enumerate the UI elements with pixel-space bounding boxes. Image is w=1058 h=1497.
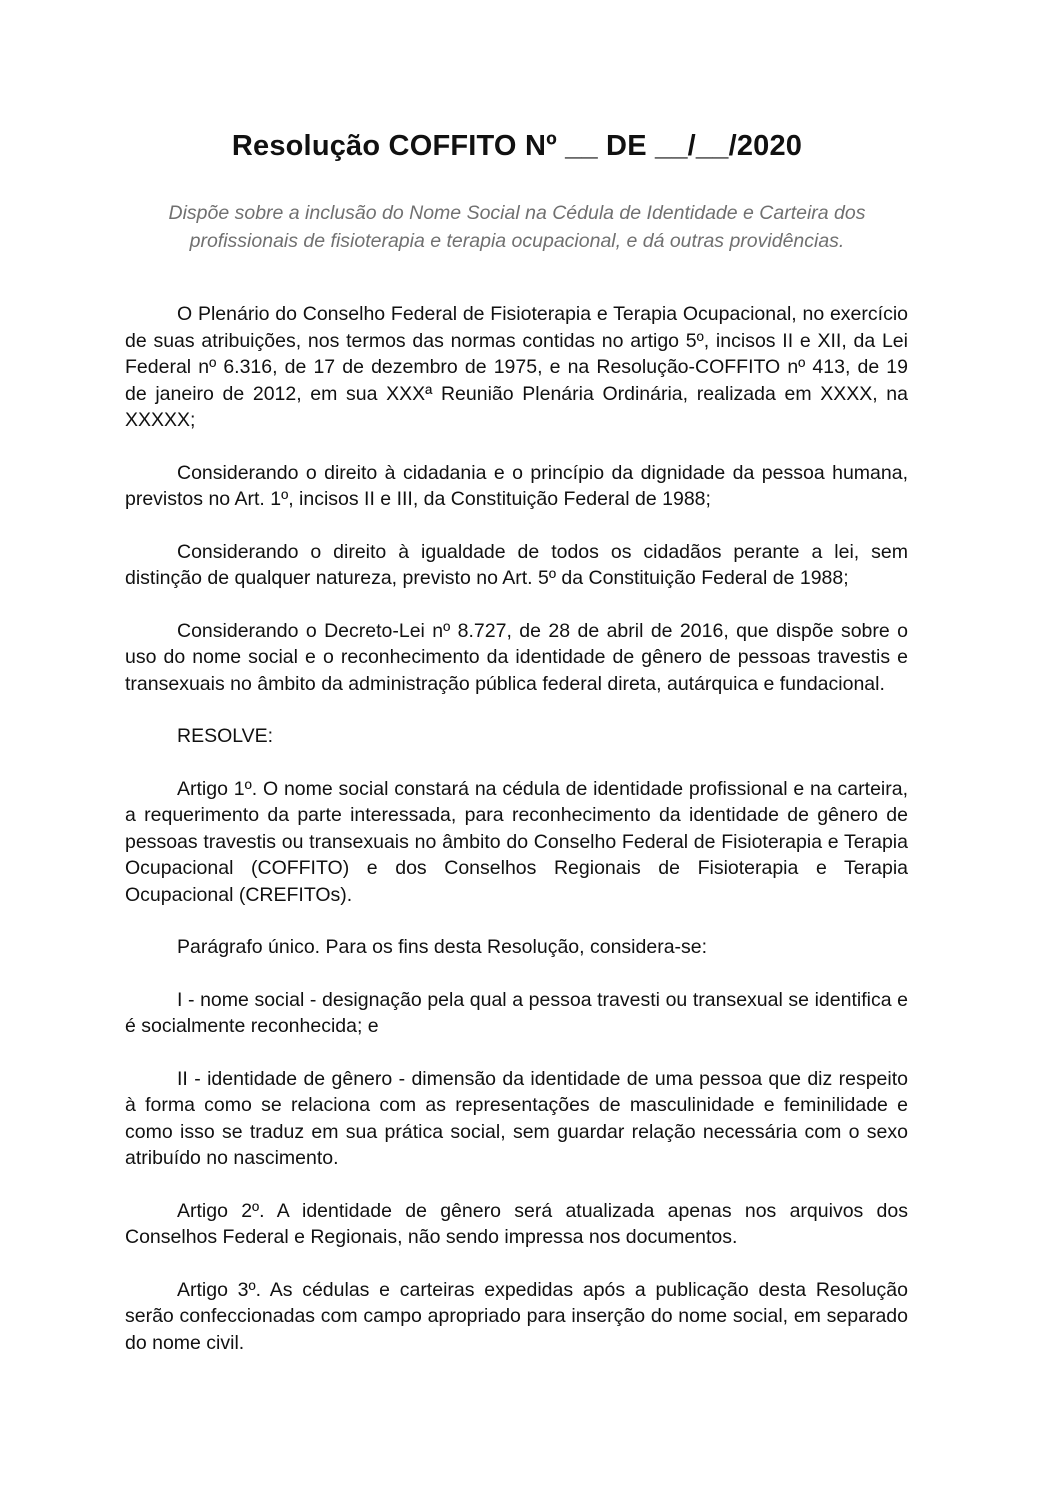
document-ementa: Dispõe sobre a inclusão do Nome Social na Cédula de Identidade e Carteira dos profissionais de fisioterapia e terapia ocupacional, e dá outras providências. [168, 202, 866, 252]
considerando-paragraph-3: Considerando o Decreto-Lei nº 8.727, de 28 de abril de 2016, que dispõe sobre o uso do nome social e o reconhecimento da identidade de gênero de pessoas travestis e transexuais no âmbito da administração pública federal direta, autárquica e fundacional. [125, 619, 908, 695]
preamble-paragraph: O Plenário do Conselho Federal de Fisioterapia e Terapia Ocupacional, no exercício de suas atribuições, nos termos das normas contidas no artigo 5º, incisos II e XII, da Lei Federal nº 6.316, de 17 de dezembro de 1975, e na Resolução-COFFITO nº 413, de 19 de janeiro de 2012, em sua XXXª Reunião Plenária Ordinária, realizada em XXXX, na XXXXX; [125, 303, 908, 431]
document-body [125, 301, 908, 1382]
resolve-heading: RESOLVE: [177, 725, 274, 747]
considerando-paragraph-2: Considerando o direito à igualdade de todos os cidadãos perante a lei, sem distinção de qualquer natureza, previsto no Art. 5º da Constituição Federal de 1988; [125, 540, 908, 589]
inciso-1: I - nome social - designação pela qual a pessoa travesti ou transexual se identifica e é socialmente reconhecida; e [125, 988, 908, 1037]
considerando-paragraph-1: Considerando o direito à cidadania e o princípio da dignidade da pessoa humana, previstos no Art. 1º, incisos II e III, da Constituição Federal de 1988; [125, 461, 908, 510]
article-2: Artigo 2º. A identidade de gênero será atualizada apenas nos arquivos dos Conselhos Federal e Regionais, não sendo impressa nos documentos. [125, 1199, 908, 1248]
article-1: Artigo 1º. O nome social constará na cédula de identidade profissional e na carteira, a requerimento da parte interessada, para reconhecimento da identidade de gênero de pessoas travestis ou transexuais no âmbito do Conselho Federal de Fisioterapia e Terapia Ocupacional (COFFITO) e dos Conselhos Regionais de Fisioterapia e Terapia Ocupacional (CREFITOs). [125, 777, 908, 906]
inciso-2: II - identidade de gênero - dimensão da identidade de uma pessoa que diz respeito à forma como se relaciona com as representações de masculinidade e feminilidade e como isso se traduz em sua prática social, sem guardar relação necessária com o sexo atribuído no nascimento. [125, 1067, 908, 1169]
paragrafo-unico: Parágrafo único. Para os fins desta Resolução, considera-se: [177, 936, 708, 958]
article-3: Artigo 3º. As cédulas e carteiras expedidas após a publicação desta Resolução serão confeccionadas com campo apropriado para inserção do nome social, em separado do nome civil. [125, 1278, 908, 1354]
document-title: Resolução COFFITO Nº __ DE __/__/2020 [231, 130, 803, 162]
